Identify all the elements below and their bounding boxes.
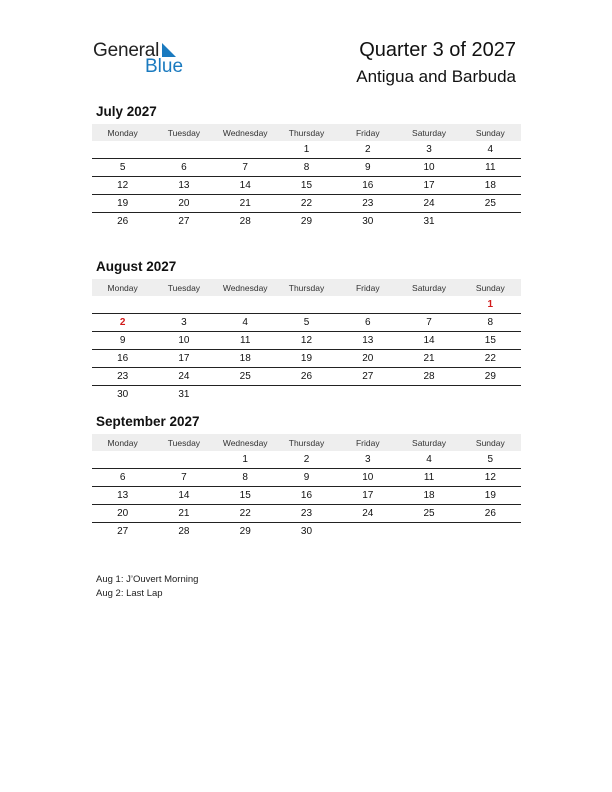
day-cell: 4 (426, 454, 432, 465)
day-cell: 1 (242, 454, 248, 465)
day-cell: 2 (364, 144, 371, 155)
day-cell: 8 (303, 162, 310, 173)
day-cell: 18 (239, 353, 251, 364)
week-row (92, 177, 521, 195)
weekday-label: Friday (355, 282, 380, 293)
logo-text-blue: Blue (145, 56, 184, 77)
day-cell: 3 (426, 144, 432, 155)
day-cell: 14 (178, 490, 190, 501)
weekday-label: Monday (107, 282, 138, 293)
day-cell: 8 (242, 472, 248, 483)
generalblue-logo (93, 40, 193, 80)
week-row (92, 386, 521, 403)
day-cell: 21 (239, 198, 251, 209)
day-cell: 28 (178, 526, 190, 537)
day-cell: 16 (300, 490, 313, 501)
day-cell: 22 (300, 198, 313, 209)
day-cell: 28 (239, 216, 251, 227)
day-cell: 5 (303, 317, 310, 328)
day-cell: 15 (484, 335, 496, 346)
weekday-label: Thursday (288, 437, 325, 448)
day-cell: 13 (178, 180, 190, 191)
week-row (92, 141, 521, 159)
day-cell: 22 (239, 508, 251, 519)
logo-triangle-icon (162, 43, 176, 57)
week-row (92, 296, 521, 314)
day-cell: 21 (423, 353, 435, 364)
month-title: August 2027 (96, 259, 177, 274)
week-row (92, 487, 521, 505)
weekday-label: Tuesday (167, 437, 201, 448)
day-cell: 15 (300, 180, 313, 191)
day-cell: 2 (303, 454, 310, 465)
day-cell: 18 (423, 490, 435, 501)
day-cell: 22 (484, 353, 496, 364)
day-cell: 9 (364, 162, 371, 173)
day-cell: 28 (423, 371, 435, 382)
weekday-label: Saturday (412, 282, 447, 293)
day-cell: 31 (423, 216, 435, 227)
day-cell: 24 (362, 508, 374, 519)
weekday-label: Thursday (288, 282, 325, 293)
weekday-label: Sunday (475, 127, 505, 138)
day-cell: 12 (117, 180, 129, 191)
weekday-label: Saturday (412, 127, 447, 138)
day-cell: 29 (484, 371, 496, 382)
day-cell: 19 (484, 490, 496, 501)
logo-text-general: General (93, 40, 160, 61)
week-row (92, 368, 521, 386)
day-cell: 29 (300, 216, 313, 227)
day-cell: 5 (487, 454, 494, 465)
day-cell: 4 (242, 317, 248, 328)
day-cell: 11 (240, 335, 251, 346)
week-row (92, 523, 521, 540)
day-cell: 27 (117, 526, 129, 537)
month-july (92, 103, 521, 230)
day-cell: 23 (300, 508, 313, 519)
week-row (92, 332, 521, 350)
day-cell: 12 (484, 472, 496, 483)
day-cell: 25 (484, 198, 496, 209)
day-cell: 14 (239, 180, 251, 191)
week-row (92, 159, 521, 177)
weekday-header (92, 434, 521, 451)
weekday-label: Wednesday (222, 127, 268, 138)
weekday-label: Tuesday (167, 282, 201, 293)
weekday-label: Friday (355, 127, 380, 138)
day-cell: 3 (181, 317, 187, 328)
day-cell: 24 (423, 198, 435, 209)
day-cell: 1 (487, 299, 494, 310)
page-subtitle: Antigua and Barbuda (356, 67, 516, 86)
day-cell: 23 (117, 371, 129, 382)
day-cell: 20 (117, 508, 129, 519)
month-august (92, 258, 521, 403)
day-cell: 7 (426, 317, 432, 328)
day-cell: 10 (178, 335, 190, 346)
day-cell: 23 (362, 198, 374, 209)
day-cell: 13 (362, 335, 374, 346)
weekday-label: Saturday (412, 437, 447, 448)
weekday-label: Tuesday (167, 127, 201, 138)
weekday-label: Sunday (475, 282, 505, 293)
holiday-notes (96, 573, 198, 601)
day-cell: 25 (239, 371, 251, 382)
day-cell: 17 (178, 353, 190, 364)
day-cell: 5 (119, 162, 126, 173)
day-cell: 30 (117, 389, 129, 400)
day-cell: 20 (178, 198, 190, 209)
day-cell: 2 (119, 317, 126, 328)
day-cell: 30 (300, 526, 313, 537)
week-row (92, 505, 521, 523)
day-cell: 4 (487, 144, 494, 155)
week-row (92, 350, 521, 368)
day-cell: 6 (364, 317, 371, 328)
day-cell: 19 (117, 198, 129, 209)
day-cell: 27 (362, 371, 374, 382)
holiday-note: Aug 2: Last Lap (96, 588, 163, 599)
day-cell: 24 (178, 371, 190, 382)
day-cell: 10 (423, 162, 435, 173)
weekday-label: Friday (355, 437, 380, 448)
day-cell: 3 (364, 454, 371, 465)
day-cell: 21 (178, 508, 190, 519)
month-title: July 2027 (96, 104, 157, 119)
day-cell: 11 (423, 472, 435, 483)
day-cell: 6 (119, 472, 126, 483)
day-cell: 9 (303, 472, 310, 483)
day-cell: 16 (117, 353, 129, 364)
week-row (92, 314, 521, 332)
day-cell: 27 (178, 216, 190, 227)
day-cell: 8 (487, 317, 494, 328)
day-cell: 26 (484, 508, 496, 519)
weekday-label: Monday (107, 437, 138, 448)
week-row (92, 195, 521, 213)
day-cell: 7 (242, 162, 248, 173)
day-cell: 30 (362, 216, 374, 227)
day-cell: 16 (362, 180, 374, 191)
day-cell: 1 (303, 144, 310, 155)
holiday-note: Aug 1: J’Ouvert Morning (96, 574, 199, 585)
day-cell: 13 (117, 490, 129, 501)
day-cell: 29 (239, 526, 251, 537)
day-cell: 17 (362, 490, 374, 501)
week-row (92, 451, 521, 469)
day-cell: 15 (239, 490, 251, 501)
weekday-label: Wednesday (222, 282, 268, 293)
day-cell: 9 (119, 335, 126, 346)
day-cell: 7 (181, 472, 187, 483)
day-cell: 26 (117, 216, 129, 227)
day-cell: 10 (362, 472, 374, 483)
month-september (92, 413, 521, 540)
month-title: September 2027 (96, 414, 200, 429)
weekday-header (92, 124, 521, 141)
day-cell: 18 (484, 180, 496, 191)
weekday-header (92, 279, 521, 296)
week-row (92, 469, 521, 487)
day-cell: 14 (423, 335, 435, 346)
day-cell: 17 (423, 180, 435, 191)
day-cell: 19 (300, 353, 313, 364)
weekday-label: Monday (107, 127, 138, 138)
day-cell: 25 (423, 508, 435, 519)
weekday-label: Wednesday (222, 437, 268, 448)
weekday-label: Sunday (475, 437, 505, 448)
day-cell: 12 (300, 335, 313, 346)
weekday-label: Thursday (288, 127, 325, 138)
day-cell: 6 (181, 162, 187, 173)
day-cell: 11 (485, 162, 496, 173)
week-row (92, 213, 521, 230)
day-cell: 31 (178, 389, 190, 400)
day-cell: 26 (300, 371, 313, 382)
day-cell: 20 (362, 353, 374, 364)
page-title: Quarter 3 of 2027 (359, 39, 516, 61)
